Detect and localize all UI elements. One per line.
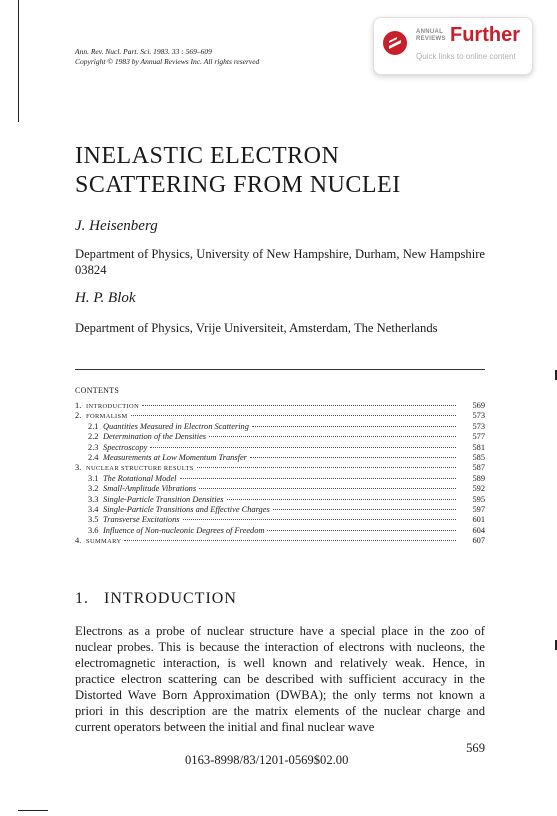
page-number: 569 bbox=[466, 741, 485, 755]
section-title: INTRODUCTION bbox=[104, 590, 237, 607]
toc-entry[interactable]: 2. FORMALISM 573 bbox=[75, 411, 485, 421]
annual-reviews-further-badge[interactable] bbox=[373, 17, 533, 75]
section-heading bbox=[75, 590, 237, 608]
badge-quick-links: Quick links to online content bbox=[416, 52, 516, 61]
toc-entry[interactable]: 4. SUMMARY 607 bbox=[75, 536, 485, 546]
article-title bbox=[75, 142, 401, 200]
toc-entry[interactable]: 3.5 Transverse Excitations 601 bbox=[88, 515, 485, 525]
toc-entry[interactable]: 3.6 Influence of Non-nucleonic Degrees of Freedom 604 bbox=[88, 525, 485, 535]
badge-further-label: Further bbox=[450, 24, 520, 46]
title-line-1: INELASTIC ELECTRON bbox=[75, 143, 340, 169]
toc-entry[interactable]: 2.1 Quantities Measured in Electron Scattering 573 bbox=[88, 421, 485, 431]
section-divider bbox=[75, 369, 485, 370]
footer-code: 0163-8998/83/1201-0569$02.00 bbox=[185, 753, 349, 767]
toc-entry[interactable]: 2.2 Determination of the Densities 577 bbox=[88, 432, 485, 442]
affiliation-1: Department of Physics, University of New Hampshire, Durham, New Hampshire 03824 bbox=[75, 247, 485, 277]
section-number: 1. bbox=[75, 590, 89, 607]
margin-rule-left bbox=[18, 0, 19, 122]
annual-reviews-logo-icon bbox=[383, 31, 407, 55]
copyright-line: Copyright © 1983 by Annual Reviews Inc. All rights reserved bbox=[75, 57, 260, 66]
journal-citation: Ann. Rev. Nucl. Part. Sci. 1983. 33 : 569–609 bbox=[75, 47, 212, 56]
table-of-contents bbox=[75, 401, 485, 546]
author-1: J. Heisenberg bbox=[75, 218, 158, 234]
body-paragraph: Electrons as a probe of nuclear structure have a special place in the zoo of nuclear probes. This is because the interaction of electrons with nucleons, the electromagnetic interaction, is well known and relatively weak. Hence, in practice electron scattering can be described with sufficient accuracy in the Distorted Wave Born Approximation (DWBA); the only terms not known a priori in this description are the matrix elements of the nuclear charge and current operators between the initial and final nuclear wave bbox=[75, 624, 485, 734]
author-2: H. P. Blok bbox=[75, 290, 136, 306]
affiliation-2: Department of Physics, Vrije Universiteit, Amsterdam, The Netherlands bbox=[75, 321, 438, 335]
toc-entry[interactable]: 2.4 Measurements at Low Momentum Transfer 585 bbox=[88, 452, 485, 462]
toc-entry[interactable]: 3. NUCLEAR STRUCTURE RESULTS 587 bbox=[75, 463, 485, 473]
margin-rule-bottom bbox=[18, 810, 48, 811]
toc-entry[interactable]: 3.2 Small-Amplitude Vibrations 592 bbox=[88, 484, 485, 494]
title-line-2: SCATTERING FROM NUCLEI bbox=[75, 172, 401, 198]
toc-entry[interactable]: 1. INTRODUCTION 569 bbox=[75, 401, 485, 410]
contents-heading: CONTENTS bbox=[75, 386, 120, 395]
journal-citation-block bbox=[75, 47, 259, 67]
toc-entry[interactable]: 3.3 Single-Particle Transition Densities 595 bbox=[88, 494, 485, 504]
badge-annual-reviews: ANNUAL REVIEWS bbox=[416, 29, 446, 42]
toc-entry[interactable]: 2.3 Spectroscopy 581 bbox=[88, 442, 485, 452]
toc-entry[interactable]: 3.1 The Rotational Model 589 bbox=[88, 473, 485, 483]
toc-entry[interactable]: 3.4 Single-Particle Transitions and Effective Charges 597 bbox=[88, 504, 485, 514]
